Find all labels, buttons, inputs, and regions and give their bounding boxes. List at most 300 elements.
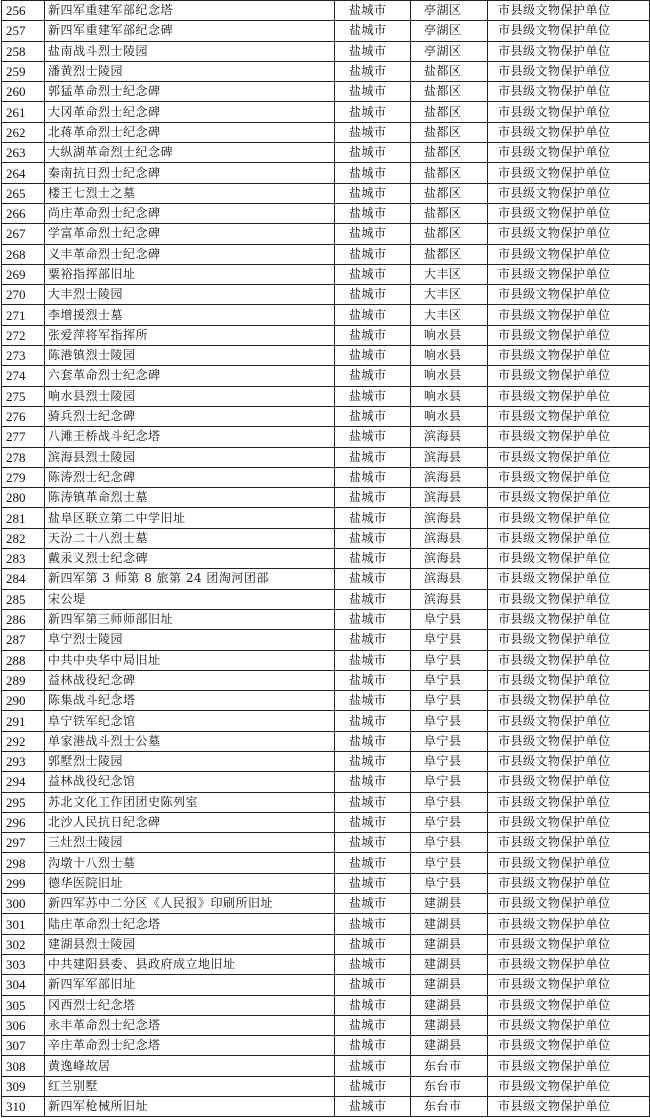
- city-cell: 盐城市: [335, 122, 411, 142]
- district-cell: 建湖县: [411, 934, 488, 954]
- district-cell: 滨海县: [411, 589, 488, 609]
- row-number-cell: 309: [2, 1076, 45, 1096]
- district-cell: 响水县: [411, 346, 488, 366]
- city-cell: 盐城市: [335, 467, 411, 487]
- city-cell: 盐城市: [335, 873, 411, 893]
- protection-level-cell: 市县级文物保护单位: [488, 102, 650, 122]
- row-number-cell: 283: [2, 549, 45, 569]
- protection-level-cell: 市县级文物保护单位: [488, 711, 650, 731]
- site-name-cell: 三灶烈士陵园: [45, 833, 335, 853]
- site-name-cell: 宋公堤: [45, 589, 335, 609]
- protection-level-cell: 市县级文物保护单位: [488, 406, 650, 426]
- row-number-cell: 269: [2, 264, 45, 284]
- table-row: [2, 975, 650, 995]
- city-cell: 盐城市: [335, 589, 411, 609]
- city-cell: 盐城市: [335, 305, 411, 325]
- district-cell: 大丰区: [411, 285, 488, 305]
- city-cell: 盐城市: [335, 792, 411, 812]
- district-cell: 响水县: [411, 386, 488, 406]
- city-cell: 盐城市: [335, 914, 411, 934]
- protection-level-cell: 市县级文物保护单位: [488, 386, 650, 406]
- protection-level-cell: 市县级文物保护单位: [488, 122, 650, 142]
- site-name-cell: 秦南抗日烈士纪念碑: [45, 163, 335, 183]
- site-name-cell: 盐南战斗烈士陵园: [45, 41, 335, 61]
- city-cell: 盐城市: [335, 488, 411, 508]
- row-number-cell: 274: [2, 366, 45, 386]
- table-row: [2, 1076, 650, 1096]
- site-name-cell: 大冈革命烈士纪念碑: [45, 102, 335, 122]
- city-cell: 盐城市: [335, 264, 411, 284]
- table-row: [2, 264, 650, 284]
- table-row: [2, 853, 650, 873]
- table-row: [2, 427, 650, 447]
- protection-level-cell: 市县级文物保护单位: [488, 853, 650, 873]
- protection-level-cell: 市县级文物保护单位: [488, 650, 650, 670]
- protection-level-cell: 市县级文物保护单位: [488, 670, 650, 690]
- site-name-cell: 中共中央华中局旧址: [45, 650, 335, 670]
- protection-level-cell: 市县级文物保护单位: [488, 325, 650, 345]
- table-row: [2, 21, 650, 41]
- district-cell: 阜宁县: [411, 833, 488, 853]
- site-name-cell: 苏北文化工作团团史陈列室: [45, 792, 335, 812]
- row-number-cell: 308: [2, 1056, 45, 1076]
- table-row: [2, 183, 650, 203]
- table-row: [2, 670, 650, 690]
- protection-level-cell: 市县级文物保护单位: [488, 224, 650, 244]
- district-cell: 滨海县: [411, 569, 488, 589]
- city-cell: 盐城市: [335, 670, 411, 690]
- row-number-cell: 304: [2, 975, 45, 995]
- site-name-cell: 陈港镇烈士陵园: [45, 346, 335, 366]
- city-cell: 盐城市: [335, 143, 411, 163]
- table-row: [2, 954, 650, 974]
- protection-level-cell: 市县级文物保护单位: [488, 1015, 650, 1035]
- protection-level-cell: 市县级文物保护单位: [488, 244, 650, 264]
- protection-level-cell: 市县级文物保护单位: [488, 82, 650, 102]
- protection-level-cell: 市县级文物保护单位: [488, 1036, 650, 1056]
- site-name-cell: 楼王七烈士之墓: [45, 183, 335, 203]
- protection-level-cell: 市县级文物保护单位: [488, 630, 650, 650]
- site-name-cell: 新四军重建军部纪念塔: [45, 1, 335, 21]
- table-row: [2, 203, 650, 223]
- site-name-cell: 李增援烈士墓: [45, 305, 335, 325]
- city-cell: 盐城市: [335, 833, 411, 853]
- city-cell: 盐城市: [335, 853, 411, 873]
- site-name-cell: 冈西烈士纪念塔: [45, 995, 335, 1015]
- district-cell: 阜宁县: [411, 711, 488, 731]
- row-number-cell: 292: [2, 731, 45, 751]
- city-cell: 盐城市: [335, 61, 411, 81]
- protection-level-cell: 市县级文物保护单位: [488, 772, 650, 792]
- row-number-cell: 293: [2, 751, 45, 771]
- row-number-cell: 310: [2, 1097, 45, 1117]
- row-number-cell: 300: [2, 894, 45, 914]
- city-cell: 盐城市: [335, 1, 411, 21]
- site-name-cell: 大纵湖革命烈士纪念碑: [45, 143, 335, 163]
- table-row: [2, 691, 650, 711]
- row-number-cell: 281: [2, 508, 45, 528]
- row-number-cell: 265: [2, 183, 45, 203]
- protection-level-cell: 市县级文物保护单位: [488, 508, 650, 528]
- site-name-cell: 阜宁铁军纪念馆: [45, 711, 335, 731]
- site-name-cell: 北沙人民抗日纪念碑: [45, 812, 335, 832]
- table-row: [2, 285, 650, 305]
- row-number-cell: 273: [2, 346, 45, 366]
- city-cell: 盐城市: [335, 1097, 411, 1117]
- city-cell: 盐城市: [335, 954, 411, 974]
- row-number-cell: 290: [2, 691, 45, 711]
- district-cell: 建湖县: [411, 914, 488, 934]
- row-number-cell: 303: [2, 954, 45, 974]
- table-row: [2, 589, 650, 609]
- city-cell: 盐城市: [335, 386, 411, 406]
- district-cell: 盐都区: [411, 244, 488, 264]
- district-cell: 盐都区: [411, 122, 488, 142]
- district-cell: 盐都区: [411, 102, 488, 122]
- protection-level-cell: 市县级文物保护单位: [488, 975, 650, 995]
- district-cell: 建湖县: [411, 894, 488, 914]
- district-cell: 阜宁县: [411, 731, 488, 751]
- city-cell: 盐城市: [335, 224, 411, 244]
- row-number-cell: 284: [2, 569, 45, 589]
- district-cell: 建湖县: [411, 954, 488, 974]
- city-cell: 盐城市: [335, 41, 411, 61]
- table-row: [2, 61, 650, 81]
- table-row: [2, 569, 650, 589]
- row-number-cell: 297: [2, 833, 45, 853]
- table-row: [2, 163, 650, 183]
- table-row: [2, 894, 650, 914]
- district-cell: 盐都区: [411, 82, 488, 102]
- site-name-cell: 益林战役纪念碑: [45, 670, 335, 690]
- table-row: [2, 549, 650, 569]
- row-number-cell: 259: [2, 61, 45, 81]
- protection-level-cell: 市县级文物保护单位: [488, 954, 650, 974]
- table-row: [2, 82, 650, 102]
- row-number-cell: 278: [2, 447, 45, 467]
- site-name-cell: 新四军第 3 师第 8 旅第 24 团淘河团部: [45, 569, 335, 589]
- protection-level-cell: 市县级文物保护单位: [488, 833, 650, 853]
- site-name-cell: 建湖县烈士陵园: [45, 934, 335, 954]
- site-name-cell: 天汾二十八烈士墓: [45, 528, 335, 548]
- site-name-cell: 北蒋革命烈士纪念碑: [45, 122, 335, 142]
- table-row: [2, 447, 650, 467]
- district-cell: 盐都区: [411, 61, 488, 81]
- protection-level-cell: 市县级文物保护单位: [488, 1056, 650, 1076]
- district-cell: 滨海县: [411, 549, 488, 569]
- protection-level-cell: 市县级文物保护单位: [488, 143, 650, 163]
- district-cell: 建湖县: [411, 1036, 488, 1056]
- table-row: [2, 731, 650, 751]
- row-number-cell: 261: [2, 102, 45, 122]
- row-number-cell: 301: [2, 914, 45, 934]
- district-cell: 盐都区: [411, 163, 488, 183]
- district-cell: 阜宁县: [411, 630, 488, 650]
- table-row: [2, 102, 650, 122]
- protection-level-cell: 市县级文物保护单位: [488, 528, 650, 548]
- city-cell: 盐城市: [335, 934, 411, 954]
- city-cell: 盐城市: [335, 1015, 411, 1035]
- table-row: [2, 1036, 650, 1056]
- protection-level-cell: 市县级文物保护单位: [488, 731, 650, 751]
- protection-level-cell: 市县级文物保护单位: [488, 305, 650, 325]
- district-cell: 亭湖区: [411, 1, 488, 21]
- city-cell: 盐城市: [335, 812, 411, 832]
- site-name-cell: 辛庄革命烈士纪念塔: [45, 1036, 335, 1056]
- heritage-sites-table: [1, 0, 650, 1117]
- city-cell: 盐城市: [335, 244, 411, 264]
- table-row: [2, 366, 650, 386]
- table-row: [2, 488, 650, 508]
- district-cell: 阜宁县: [411, 792, 488, 812]
- protection-level-cell: 市县级文物保护单位: [488, 569, 650, 589]
- table-row: [2, 711, 650, 731]
- site-name-cell: 益林战役纪念馆: [45, 772, 335, 792]
- table-row: [2, 1097, 650, 1117]
- row-number-cell: 268: [2, 244, 45, 264]
- row-number-cell: 258: [2, 41, 45, 61]
- city-cell: 盐城市: [335, 569, 411, 589]
- district-cell: 东台市: [411, 1097, 488, 1117]
- row-number-cell: 294: [2, 772, 45, 792]
- district-cell: 大丰区: [411, 305, 488, 325]
- district-cell: 阜宁县: [411, 650, 488, 670]
- protection-level-cell: 市县级文物保护单位: [488, 751, 650, 771]
- protection-level-cell: 市县级文物保护单位: [488, 995, 650, 1015]
- site-name-cell: 新四军军部旧址: [45, 975, 335, 995]
- protection-level-cell: 市县级文物保护单位: [488, 1076, 650, 1096]
- site-name-cell: 陈集战斗纪念塔: [45, 691, 335, 711]
- row-number-cell: 286: [2, 609, 45, 629]
- district-cell: 阜宁县: [411, 609, 488, 629]
- row-number-cell: 288: [2, 650, 45, 670]
- site-name-cell: 响水县烈士陵园: [45, 386, 335, 406]
- city-cell: 盐城市: [335, 609, 411, 629]
- protection-level-cell: 市县级文物保护单位: [488, 41, 650, 61]
- site-name-cell: 中共建阳县委、县政府成立地旧址: [45, 954, 335, 974]
- row-number-cell: 285: [2, 589, 45, 609]
- table-row: [2, 650, 650, 670]
- site-name-cell: 新四军枪械所旧址: [45, 1097, 335, 1117]
- table-row: [2, 630, 650, 650]
- site-name-cell: 骑兵烈士纪念碑: [45, 406, 335, 426]
- protection-level-cell: 市县级文物保护单位: [488, 1097, 650, 1117]
- protection-level-cell: 市县级文物保护单位: [488, 427, 650, 447]
- site-name-cell: 义丰革命烈士纪念碑: [45, 244, 335, 264]
- table-row: [2, 812, 650, 832]
- row-number-cell: 280: [2, 488, 45, 508]
- table-row: [2, 772, 650, 792]
- protection-level-cell: 市县级文物保护单位: [488, 914, 650, 934]
- district-cell: 阜宁县: [411, 691, 488, 711]
- city-cell: 盐城市: [335, 751, 411, 771]
- row-number-cell: 289: [2, 670, 45, 690]
- row-number-cell: 306: [2, 1015, 45, 1035]
- district-cell: 阜宁县: [411, 873, 488, 893]
- table-row: [2, 508, 650, 528]
- city-cell: 盐城市: [335, 285, 411, 305]
- row-number-cell: 299: [2, 873, 45, 893]
- site-name-cell: 新四军重建军部纪念碑: [45, 21, 335, 41]
- city-cell: 盐城市: [335, 203, 411, 223]
- protection-level-cell: 市县级文物保护单位: [488, 609, 650, 629]
- table-row: [2, 305, 650, 325]
- site-name-cell: 郭猛革命烈士纪念碑: [45, 82, 335, 102]
- protection-level-cell: 市县级文物保护单位: [488, 792, 650, 812]
- protection-level-cell: 市县级文物保护单位: [488, 183, 650, 203]
- site-name-cell: 六套革命烈士纪念碑: [45, 366, 335, 386]
- row-number-cell: 260: [2, 82, 45, 102]
- row-number-cell: 298: [2, 853, 45, 873]
- district-cell: 滨海县: [411, 488, 488, 508]
- table-row: [2, 751, 650, 771]
- city-cell: 盐城市: [335, 711, 411, 731]
- site-name-cell: 德华医院旧址: [45, 873, 335, 893]
- site-name-cell: 新四军苏中二分区《人民报》印刷所旧址: [45, 894, 335, 914]
- district-cell: 阜宁县: [411, 772, 488, 792]
- city-cell: 盐城市: [335, 508, 411, 528]
- protection-level-cell: 市县级文物保护单位: [488, 21, 650, 41]
- protection-level-cell: 市县级文物保护单位: [488, 203, 650, 223]
- protection-level-cell: 市县级文物保护单位: [488, 488, 650, 508]
- district-cell: 阜宁县: [411, 751, 488, 771]
- table-row: [2, 122, 650, 142]
- protection-level-cell: 市县级文物保护单位: [488, 467, 650, 487]
- row-number-cell: 291: [2, 711, 45, 731]
- city-cell: 盐城市: [335, 1076, 411, 1096]
- city-cell: 盐城市: [335, 630, 411, 650]
- site-name-cell: 郭墅烈士陵园: [45, 751, 335, 771]
- row-number-cell: 277: [2, 427, 45, 447]
- protection-level-cell: 市县级文物保护单位: [488, 346, 650, 366]
- protection-level-cell: 市县级文物保护单位: [488, 894, 650, 914]
- row-number-cell: 266: [2, 203, 45, 223]
- city-cell: 盐城市: [335, 447, 411, 467]
- table-row: [2, 1, 650, 21]
- table-row: [2, 1056, 650, 1076]
- site-name-cell: 永丰革命烈士纪念塔: [45, 1015, 335, 1035]
- row-number-cell: 272: [2, 325, 45, 345]
- table-row: [2, 934, 650, 954]
- protection-level-cell: 市县级文物保护单位: [488, 163, 650, 183]
- row-number-cell: 287: [2, 630, 45, 650]
- table-row: [2, 528, 650, 548]
- table-row: [2, 346, 650, 366]
- table-row: [2, 833, 650, 853]
- district-cell: 阜宁县: [411, 853, 488, 873]
- district-cell: 阜宁县: [411, 670, 488, 690]
- row-number-cell: 257: [2, 21, 45, 41]
- city-cell: 盐城市: [335, 346, 411, 366]
- row-number-cell: 271: [2, 305, 45, 325]
- site-name-cell: 陈涛烈士纪念碑: [45, 467, 335, 487]
- protection-level-cell: 市县级文物保护单位: [488, 366, 650, 386]
- table-row: [2, 325, 650, 345]
- city-cell: 盐城市: [335, 1056, 411, 1076]
- district-cell: 阜宁县: [411, 812, 488, 832]
- protection-level-cell: 市县级文物保护单位: [488, 264, 650, 284]
- district-cell: 东台市: [411, 1056, 488, 1076]
- protection-level-cell: 市县级文物保护单位: [488, 285, 650, 305]
- protection-level-cell: 市县级文物保护单位: [488, 1, 650, 21]
- city-cell: 盐城市: [335, 894, 411, 914]
- district-cell: 盐都区: [411, 203, 488, 223]
- row-number-cell: 263: [2, 143, 45, 163]
- protection-level-cell: 市县级文物保护单位: [488, 812, 650, 832]
- site-name-cell: 盐阜区联立第二中学旧址: [45, 508, 335, 528]
- row-number-cell: 267: [2, 224, 45, 244]
- site-name-cell: 潘黄烈士陵园: [45, 61, 335, 81]
- city-cell: 盐城市: [335, 772, 411, 792]
- site-name-cell: 沟墩十八烈士墓: [45, 853, 335, 873]
- protection-level-cell: 市县级文物保护单位: [488, 934, 650, 954]
- district-cell: 建湖县: [411, 995, 488, 1015]
- city-cell: 盐城市: [335, 21, 411, 41]
- table-row: [2, 224, 650, 244]
- row-number-cell: 305: [2, 995, 45, 1015]
- district-cell: 滨海县: [411, 427, 488, 447]
- table-row: [2, 609, 650, 629]
- city-cell: 盐城市: [335, 427, 411, 447]
- row-number-cell: 279: [2, 467, 45, 487]
- row-number-cell: 302: [2, 934, 45, 954]
- district-cell: 建湖县: [411, 975, 488, 995]
- district-cell: 滨海县: [411, 508, 488, 528]
- district-cell: 建湖县: [411, 1015, 488, 1035]
- district-cell: 盐都区: [411, 224, 488, 244]
- table-row: [2, 386, 650, 406]
- row-number-cell: 296: [2, 812, 45, 832]
- protection-level-cell: 市县级文物保护单位: [488, 549, 650, 569]
- protection-level-cell: 市县级文物保护单位: [488, 447, 650, 467]
- site-name-cell: 阜宁烈士陵园: [45, 630, 335, 650]
- site-name-cell: 尚庄革命烈士纪念碑: [45, 203, 335, 223]
- row-number-cell: 282: [2, 528, 45, 548]
- protection-level-cell: 市县级文物保护单位: [488, 589, 650, 609]
- table-row: [2, 1015, 650, 1035]
- row-number-cell: 270: [2, 285, 45, 305]
- district-cell: 大丰区: [411, 264, 488, 284]
- table-row: [2, 467, 650, 487]
- table-row: [2, 406, 650, 426]
- site-name-cell: 大丰烈士陵园: [45, 285, 335, 305]
- row-number-cell: 295: [2, 792, 45, 812]
- city-cell: 盐城市: [335, 528, 411, 548]
- city-cell: 盐城市: [335, 82, 411, 102]
- table-row: [2, 143, 650, 163]
- city-cell: 盐城市: [335, 406, 411, 426]
- district-cell: 亭湖区: [411, 21, 488, 41]
- city-cell: 盐城市: [335, 995, 411, 1015]
- protection-level-cell: 市县级文物保护单位: [488, 691, 650, 711]
- city-cell: 盐城市: [335, 731, 411, 751]
- city-cell: 盐城市: [335, 183, 411, 203]
- site-name-cell: 学富革命烈士纪念碑: [45, 224, 335, 244]
- table-row: [2, 41, 650, 61]
- table-row: [2, 995, 650, 1015]
- site-name-cell: 单家港战斗烈士公墓: [45, 731, 335, 751]
- city-cell: 盐城市: [335, 691, 411, 711]
- site-name-cell: 八滩王桥战斗纪念塔: [45, 427, 335, 447]
- city-cell: 盐城市: [335, 975, 411, 995]
- table-body: [2, 1, 650, 1117]
- site-name-cell: 新四军第三师师部旧址: [45, 609, 335, 629]
- site-name-cell: 陈涛镇革命烈士墓: [45, 488, 335, 508]
- row-number-cell: 262: [2, 122, 45, 142]
- row-number-cell: 276: [2, 406, 45, 426]
- district-cell: 亭湖区: [411, 41, 488, 61]
- row-number-cell: 256: [2, 1, 45, 21]
